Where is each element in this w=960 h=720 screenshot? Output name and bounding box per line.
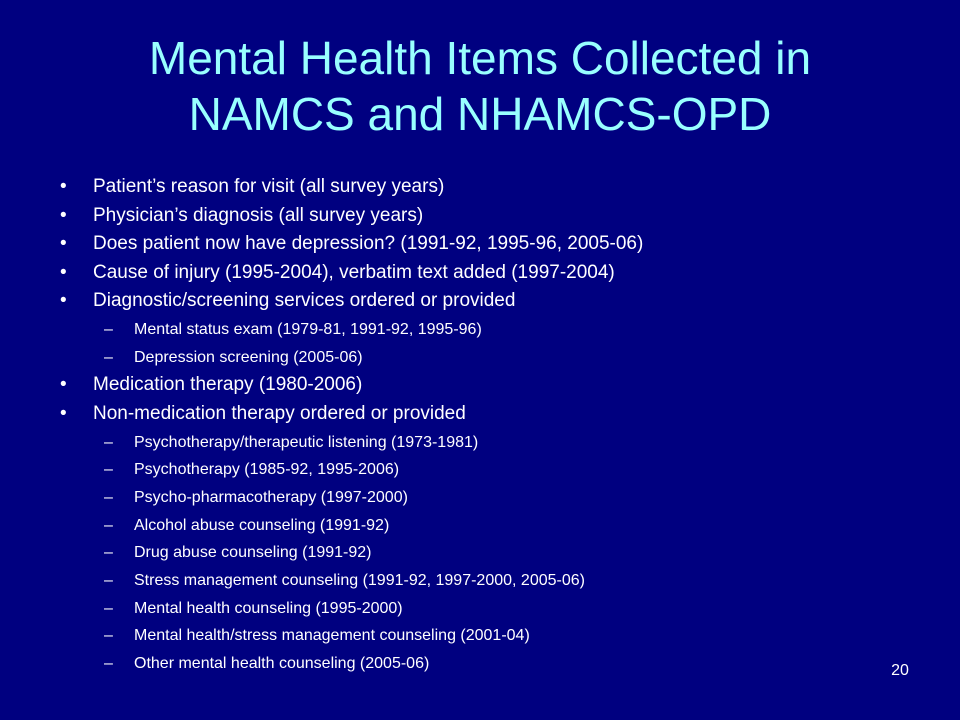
bullet-item [0, 230, 960, 259]
dash-marker: – [104, 433, 113, 451]
bullet-item [0, 400, 960, 429]
bullet-text: Mental health/stress management counseling (2001-04) [134, 627, 530, 645]
bullet-text: Other mental health counseling (2005-06) [134, 655, 430, 673]
sub-bullet-item [0, 650, 960, 678]
bullet-text: Alcohol abuse counseling (1991-92) [134, 516, 390, 534]
sub-bullet-item [0, 622, 960, 650]
bullet-text: Diagnostic/screening services ordered or provided [93, 290, 516, 312]
bullet-marker: • [60, 233, 67, 255]
dash-marker: – [104, 516, 113, 534]
bullet-text: Does patient now have depression? (1991-92, 1995-96, 2005-06) [93, 233, 644, 255]
bullet-marker: • [60, 176, 67, 197]
bullet-text: Physician’s diagnosis (all survey years) [93, 204, 424, 226]
bullet-marker: • [60, 402, 67, 424]
dash-marker: – [104, 599, 113, 617]
sub-bullet-item [0, 512, 960, 540]
slide-title-line-1: Mental Health Items Collected in [148, 32, 812, 84]
bullet-text: Depression screening (2005-06) [134, 348, 363, 366]
dash-marker: – [104, 571, 113, 589]
dash-marker: – [104, 348, 113, 366]
bullet-text: Non-medication therapy ordered or provided [93, 402, 466, 424]
bullet-text: Drug abuse counseling (1991-92) [134, 544, 372, 562]
page-number: 20 [891, 662, 909, 679]
bullet-item [0, 371, 960, 400]
bullet-text: Stress management counseling (1991-92, 1997-2000, 2005-06) [134, 571, 585, 589]
bullet-item [0, 287, 960, 316]
bullet-marker: • [60, 374, 67, 396]
dash-marker: – [104, 655, 113, 673]
dash-marker: – [104, 544, 113, 562]
dash-marker: – [104, 461, 113, 479]
bullet-item [0, 202, 960, 231]
sub-bullet-item [0, 316, 960, 344]
dash-marker: – [104, 627, 113, 645]
bullet-text: Cause of injury (1995-2004), verbatim text added (1997-2004) [93, 261, 615, 283]
bullet-marker: • [60, 204, 67, 226]
sub-bullet-item [0, 344, 960, 372]
bullet-text: Medication therapy (1980-2006) [93, 374, 363, 396]
bullet-list [0, 173, 960, 678]
dash-marker: – [104, 488, 113, 506]
bullet-text: Psychotherapy (1985-92, 1995-2006) [134, 461, 400, 479]
bullet-text: Patient’s reason for visit (all survey years) [93, 176, 445, 197]
sub-bullet-item [0, 484, 960, 512]
bullet-item [0, 259, 960, 288]
slide-title-line-2: NAMCS and NHAMCS-OPD [188, 88, 772, 140]
bullet-text: Mental health counseling (1995-2000) [134, 599, 403, 617]
bullet-text: Psycho-pharmacotherapy (1997-2000) [134, 488, 408, 506]
slide-title [40, 30, 920, 142]
dash-marker: – [104, 320, 113, 338]
sub-bullet-item [0, 539, 960, 567]
bullet-item [0, 173, 960, 202]
bullet-text: Mental status exam (1979-81, 1991-92, 1995-96) [134, 320, 482, 338]
bullet-marker: • [60, 261, 67, 283]
sub-bullet-item [0, 567, 960, 595]
bullet-text: Psychotherapy/therapeutic listening (1973-1981) [134, 433, 479, 451]
bullet-marker: • [60, 290, 67, 312]
sub-bullet-item [0, 429, 960, 457]
sub-bullet-item [0, 456, 960, 484]
sub-bullet-item [0, 595, 960, 623]
